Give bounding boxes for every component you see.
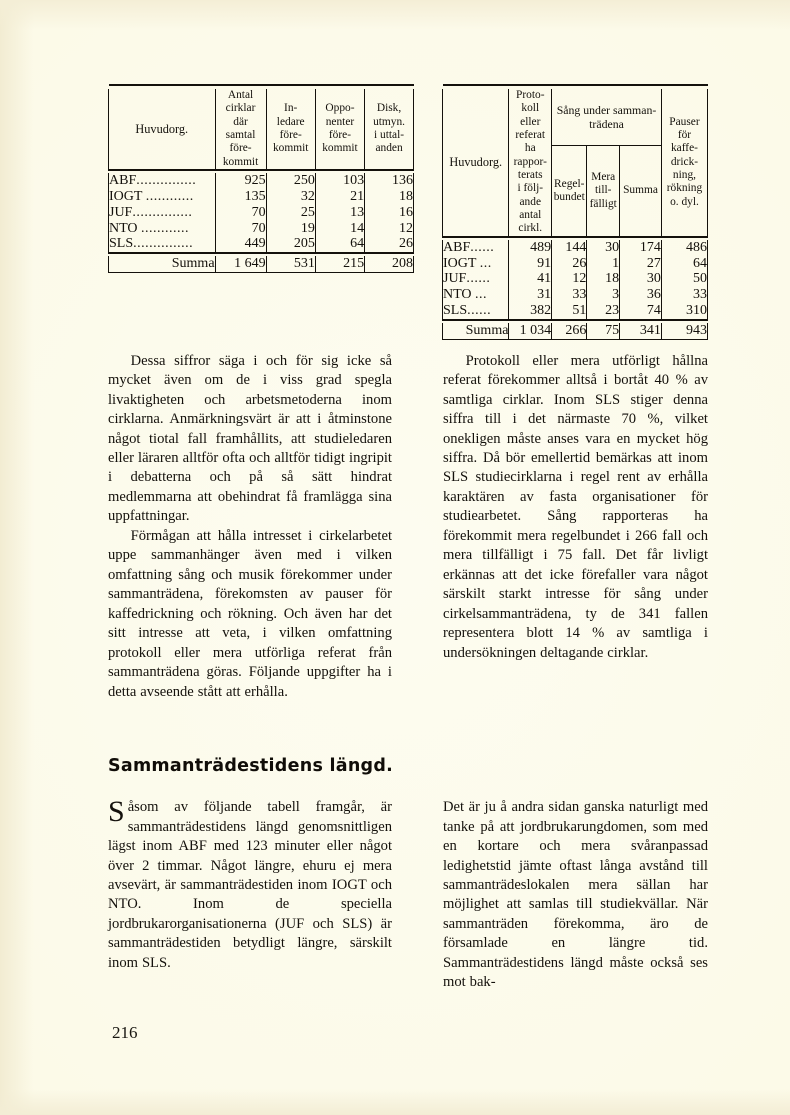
table-discussion-stats <box>108 84 414 274</box>
cell-opponenter: 14 <box>315 221 364 237</box>
body-columns-upper <box>108 352 708 702</box>
row-org-label: NTO ... <box>443 287 509 303</box>
page-content <box>108 84 708 993</box>
cell-diskussion: 26 <box>365 236 414 253</box>
cell-protokoll: 382 <box>509 303 552 320</box>
row-org-label: JUF...... <box>443 271 509 287</box>
table-row <box>109 236 414 253</box>
table-header-row-group <box>443 89 708 146</box>
table-row <box>443 240 708 256</box>
table-summa-row <box>109 256 414 272</box>
cell-protokoll: 41 <box>509 271 552 287</box>
table-summa-row <box>443 323 708 339</box>
cell-opponenter: 13 <box>315 205 364 221</box>
cell-inledare: 25 <box>266 205 315 221</box>
column-left-upper <box>108 352 392 702</box>
cell-pauser: 50 <box>661 271 707 287</box>
body-columns-lower <box>108 795 708 993</box>
cell-inledare: 32 <box>266 189 315 205</box>
table-row <box>109 189 414 205</box>
table-row <box>109 173 414 189</box>
table-row <box>443 303 708 320</box>
header-summa-sang: Summa <box>620 146 662 237</box>
summa-regelbundet: 266 <box>552 323 587 339</box>
header-diskussion: Disk, utmyn. i uttal- anden <box>365 89 414 170</box>
tables-row <box>108 84 708 341</box>
drop-cap: S <box>108 795 125 829</box>
cell-pauser: 486 <box>661 240 707 256</box>
cell-inledare: 19 <box>266 221 315 237</box>
paper-edge-top <box>0 0 790 30</box>
cell-protokoll: 31 <box>509 287 552 303</box>
dot-leader: ............... <box>133 236 194 252</box>
header-huvudorg: Huvudorg. <box>109 89 216 170</box>
dot-leader: ... <box>479 255 492 271</box>
summa-protokoll: 1 034 <box>509 323 552 339</box>
cell-opponenter: 64 <box>315 236 364 253</box>
cell-diskussion: 18 <box>365 189 414 205</box>
table-row <box>109 221 414 237</box>
table-bottom-rule-row <box>443 339 708 341</box>
row-org-label: ABF...... <box>443 240 509 256</box>
paragraph: Dessa siffror säga i och för sig icke så mycket även om de i viss grad spegla livaktigheten och arbetsmetoderna inom cirklarna. Anmärkningsvärt är att i åtminstone något tiotal fall framhållits, att studieledaren eller läraren alltför ofta och alltför tidigt ingripit i debatterna och på så sätt hindrat medlemmarna att obehindrat få framlägga sina uppfattningar. <box>108 352 392 525</box>
cell-pauser: 33 <box>661 287 707 303</box>
cell-diskussion: 136 <box>365 173 414 189</box>
table-protocol-song-stats <box>442 84 708 341</box>
summa-opponenter: 215 <box>315 256 364 272</box>
summa-label: Summa <box>109 256 216 272</box>
dot-leader: ............ <box>145 188 194 204</box>
cell-regelbundet: 33 <box>552 287 587 303</box>
cell-antal: 449 <box>215 236 266 253</box>
cell-opponenter: 103 <box>315 173 364 189</box>
dot-leader: ...... <box>467 303 492 319</box>
header-pauser: Pauser för kaffe- drick- ning, rökning o. dyl. <box>661 89 707 237</box>
row-org-label: JUF............... <box>109 205 216 221</box>
cell-diskussion: 12 <box>365 221 414 237</box>
cell-summa-sang: 74 <box>620 303 662 320</box>
dot-leader: ... <box>475 287 488 303</box>
cell-summa-sang: 27 <box>620 256 662 272</box>
cell-tillfalligt: 18 <box>587 271 620 287</box>
column-right-lower <box>443 798 708 993</box>
cell-regelbundet: 144 <box>552 240 587 256</box>
dot-leader: ............... <box>136 173 197 189</box>
header-protokoll: Proto- koll eller referat ha rappor- terats i följ- ande antal cirkl. <box>509 89 552 237</box>
cell-antal: 70 <box>215 205 266 221</box>
cell-tillfalligt: 23 <box>587 303 620 320</box>
header-opponenter: Oppo- nenter före- kommit <box>315 89 364 170</box>
cell-diskussion: 16 <box>365 205 414 221</box>
header-huvudorg: Huvudorg. <box>443 89 509 237</box>
summa-tillfalligt: 75 <box>587 323 620 339</box>
cell-summa-sang: 36 <box>620 287 662 303</box>
summa-antal: 1 649 <box>215 256 266 272</box>
table-row <box>109 205 414 221</box>
cell-protokoll: 489 <box>509 240 552 256</box>
header-mera-tillfalligt: Mera till- fälligt <box>587 146 620 237</box>
cell-tillfalligt: 3 <box>587 287 620 303</box>
header-regelbundet: Regel- bundet <box>552 146 587 237</box>
cell-inledare: 205 <box>266 236 315 253</box>
column-right-upper <box>443 352 708 702</box>
dot-leader: ...... <box>466 271 491 287</box>
row-org-label: IOGT ... <box>443 256 509 272</box>
table-row <box>443 256 708 272</box>
paragraph: Protokoll eller mera utförligt hållna referat förekommer alltså i bortåt 40 % av samtliga cirklar. Inom SLS stiger denna siffra till i det närmaste 70 %, vilket onekligen måste anses vara en mycket hög siffra. Då bör emellertid bemärkas att inom SLS studiecirklarna i regel rent av erhålla karaktären av fasta organisationer för studiearbetet. Sång rapporteras ha förekommit mera regelbundet i 266 fall och mera tillfälligt i 75 fall. Det får livligt erkännas att det icke förefaller vara något särskilt starkt intresse för sång under cirkelsammanträdena, ty de 341 fallen representera blott 14 % av samtliga i undersökningen deltagande cirklar. <box>443 352 708 661</box>
summa-summa-sang: 341 <box>620 323 662 339</box>
cell-tillfalligt: 1 <box>587 256 620 272</box>
paragraph: Det är ju å andra sidan ganska naturligt med tanke på att jordbrukarungdomen, som med en kortare och mera svåranpassad ledighetstid jämte oftast långa avstånd till sammanträdeslokalen mera sällan har möjlighet att samlas till studiekvällar. När sammanträden förekomma, äro de församlade en längre tid. Sammanträdestidens längd måste också ses mot bak- <box>443 799 708 991</box>
row-org-label: ABF............... <box>109 173 216 189</box>
row-org-label: NTO ............ <box>109 221 216 237</box>
cell-antal: 925 <box>215 173 266 189</box>
cell-pauser: 310 <box>661 303 707 320</box>
paper-edge-left <box>0 0 34 1115</box>
column-left-lower <box>108 795 392 993</box>
dot-leader: ............ <box>141 220 190 236</box>
paragraph: åsom av följande tabell framgår, är sammanträdestidens längd genomsnittligen lägst inom ABF med 123 minuter eller något över 2 timmar. Något längre, ehuru ej mera avsevärt, är sammanträdestiden inom IOGT och NTO. Inom de speciella jordbrukarorganisationerna (JUF och SLS) är sammanträdestiden betydligt längre, särskilt inom SLS. <box>108 799 392 971</box>
cell-pauser: 64 <box>661 256 707 272</box>
dot-leader: ...... <box>470 239 495 255</box>
cell-antal: 70 <box>215 221 266 237</box>
table-bottom-rule-row <box>109 272 414 274</box>
row-org-label: SLS............... <box>109 236 216 253</box>
row-org-label: SLS...... <box>443 303 509 320</box>
cell-regelbundet: 51 <box>552 303 587 320</box>
cell-antal: 135 <box>215 189 266 205</box>
cell-regelbundet: 26 <box>552 256 587 272</box>
cell-summa-sang: 30 <box>620 271 662 287</box>
cell-summa-sang: 174 <box>620 240 662 256</box>
cell-regelbundet: 12 <box>552 271 587 287</box>
section-heading: Sammanträdestidens längd. <box>108 756 394 777</box>
dot-leader: ............... <box>132 204 193 220</box>
table-row <box>443 271 708 287</box>
section-spacer <box>108 702 708 756</box>
cell-inledare: 250 <box>266 173 315 189</box>
paragraph: Förmågan att hålla intresset i cirkelarbetet uppe sammanhänger även med i vilken omfattning sång och musik förekommer under sammanträdena, förekomsten av pauser för kaffedrickning och rökning. Och även har det sitt intresse att veta, i vilken omfattning protokoll eller mera utförliga referat från sammanträdena göras. Följande uppgifter ha i detta avseende stått att erhålla. <box>108 527 392 700</box>
table-row <box>443 287 708 303</box>
header-antal-cirklar: Antal cirklar där samtal före- kommit <box>215 89 266 170</box>
table-header-row <box>109 89 414 170</box>
summa-label: Summa <box>443 323 509 339</box>
summa-inledare: 531 <box>266 256 315 272</box>
summa-pauser: 943 <box>661 323 707 339</box>
cell-tillfalligt: 30 <box>587 240 620 256</box>
header-group-sang: Sång under samman- trädena <box>552 89 662 146</box>
row-org-label: IOGT ............ <box>109 189 216 205</box>
page-number: 216 <box>112 1023 138 1042</box>
cell-protokoll: 91 <box>509 256 552 272</box>
summa-diskussion: 208 <box>365 256 414 272</box>
cell-opponenter: 21 <box>315 189 364 205</box>
paper-edge-bottom <box>0 1089 790 1115</box>
header-inledare: In- ledare före- kommit <box>266 89 315 170</box>
